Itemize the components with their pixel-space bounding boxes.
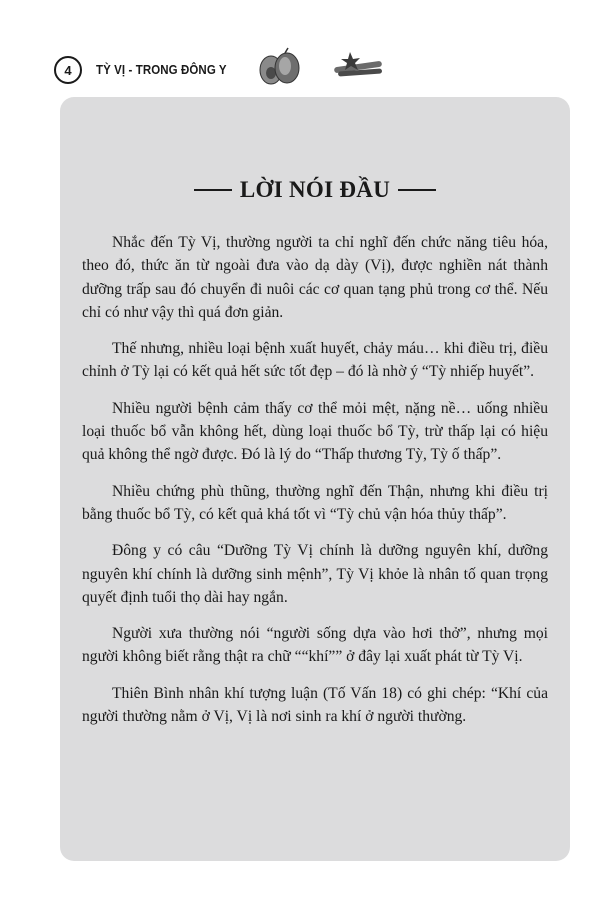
cinnamon-icon bbox=[330, 48, 386, 82]
running-title: TỲ VỊ - TRONG ĐÔNG Y bbox=[96, 63, 227, 77]
avocado-icon bbox=[255, 46, 303, 86]
paragraph: Nhắc đến Tỳ Vị, thường người ta chỉ nghĩ đến chức năng tiêu hóa, theo đó, thức ăn từ ngoài đưa vào dạ dày (Vị), được nghiền nát thành dưỡng trấp sau đó chuyển đi nuôi các cơ quan tạng phủ trong cơ thể. Nếu chỉ có như vậy thì quá đơn giản. bbox=[82, 234, 548, 321]
title-rule-right bbox=[398, 189, 436, 191]
paragraph: Thế nhưng, nhiều loại bệnh xuất huyết, chảy máu… khi điều trị, điều chỉnh ở Tỳ lại có kết quả hết sức tốt đẹp – đó là nhờ ý “Tỳ nhiếp huyết”. bbox=[82, 340, 548, 381]
chapter-title-text: LỜI NÓI ĐẦU bbox=[239, 177, 391, 202]
title-rule-left bbox=[194, 189, 232, 191]
body-text bbox=[82, 231, 548, 741]
running-header bbox=[54, 54, 238, 86]
paragraph: Người xưa thường nói “người sống dựa vào hơi thở”, nhưng mọi người không biết rằng thật ra chữ ““khí”” ở đây lại xuất phát từ Tỳ Vị. bbox=[82, 625, 548, 666]
content-panel bbox=[60, 97, 570, 861]
paragraph: Thiên Bình nhân khí tượng luận (Tố Vấn 18) có ghi chép: “Khí của người thường nằm ở Vị, Vị là nơi sinh ra khí ở người thường. bbox=[82, 684, 548, 726]
paragraph: Nhiều chứng phù thũng, thường nghĩ đến Thận, nhưng khi điều trị bằng thuốc bổ Tỳ, có kết quả khá tốt vì “Tỳ chủ vận hóa thủy thấp”. bbox=[82, 482, 548, 523]
paragraph: Nhiều người bệnh cảm thấy cơ thể mỏi mệt, nặng nề… uống nhiều loại thuốc bổ vẫn không hết, dùng loại thuốc bổ Tỳ, trừ thấp lại có hiệu quả không thể ngờ được. Đó là lý do “Thấp thương Tỳ, Tỳ ố thấp”. bbox=[82, 399, 548, 464]
paragraph: Đông y có câu “Dưỡng Tỳ Vị chính là dưỡng nguyên khí, dưỡng nguyên khí chính là dưỡng sinh mệnh”, Tỳ Vị khỏe là nhân tố quan trọng quyết định tuổi thọ dài hay ngắn. bbox=[82, 542, 548, 606]
page-number: 4 bbox=[54, 56, 82, 84]
chapter-title bbox=[60, 177, 570, 203]
